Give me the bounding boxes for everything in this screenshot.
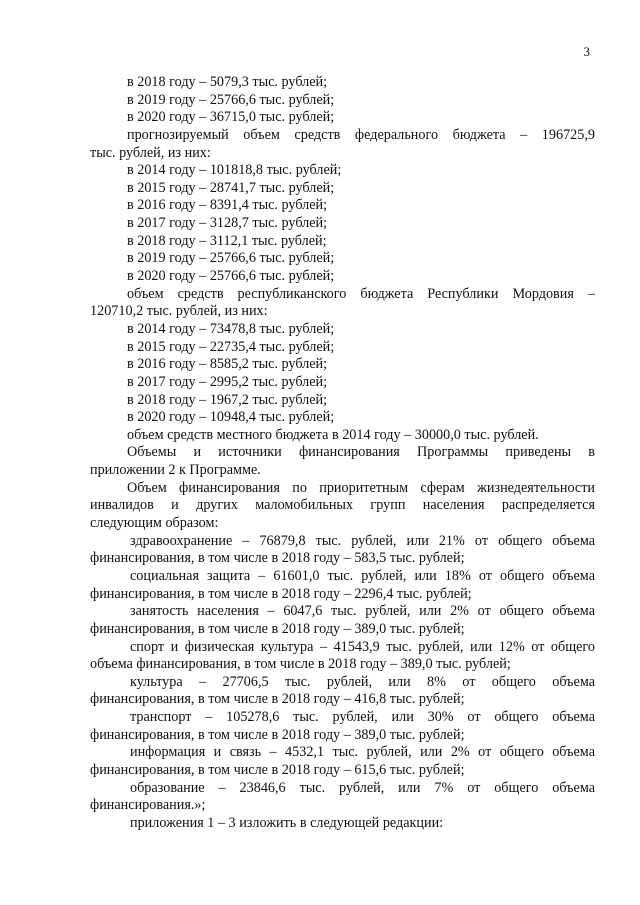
text-line: финансирования.»; [90, 797, 206, 814]
document-body [90, 74, 595, 833]
text-line: занятость населения – 6047,6 тыс. рублей, или 2% от общего объема [130, 603, 595, 620]
text-line: в 2017 году – 2995,2 тыс. рублей; [127, 373, 328, 390]
text-line: Объем финансирования по приоритетным сферам жизнедеятельности [127, 479, 595, 496]
text-line: финансирования, в том числе в 2018 году – 389,0 тыс. рублей; [90, 726, 465, 743]
text-line: в 2020 году – 36715,0 тыс. рублей; [127, 109, 335, 126]
text-line: объем средств республиканского бюджета Республики Мордовия – [127, 285, 595, 302]
text-line: инвалидов и других маломобильных групп населения распределяется [90, 497, 595, 514]
text-line: в 2019 году – 25766,6 тыс. рублей; [127, 250, 335, 267]
text-line: в 2018 году – 1967,2 тыс. рублей; [127, 391, 328, 408]
text-line: в 2018 году – 5079,3 тыс. рублей; [127, 74, 328, 90]
text-line: Объемы и источники финансирования Программы приведены в [127, 444, 595, 461]
text-line: социальная защита – 61601,0 тыс. рублей, или 18% от общего объема [130, 567, 595, 584]
text-line: в 2017 году – 3128,7 тыс. рублей; [127, 215, 328, 232]
text-line: объем средств местного бюджета в 2014 году – 30000,0 тыс. рублей. [127, 426, 539, 443]
text-line: в 2018 году – 3112,1 тыс. рублей; [127, 232, 327, 249]
text-line: здравоохранение – 76879,8 тыс. рублей, или 21% от общего объема [130, 532, 595, 549]
text-line: объема финансирования, в том числе в 2018 году – 389,0 тыс. рублей; [90, 656, 511, 673]
text-line: финансирования, в том числе в 2018 году – 583,5 тыс. рублей; [90, 550, 465, 567]
text-line: финансирования, в том числе в 2018 году – 416,8 тыс. рублей; [90, 691, 465, 708]
text-line: финансирования, в том числе в 2018 году – 2296,4 тыс. рублей; [90, 585, 472, 602]
text-line: в 2016 году – 8585,2 тыс. рублей; [127, 356, 328, 373]
text-line: 120710,2 тыс. рублей, из них: [90, 303, 268, 320]
text-line: в 2015 году – 22735,4 тыс. рублей; [127, 338, 335, 355]
text-line: в 2015 году – 28741,7 тыс. рублей; [127, 179, 335, 196]
text-line: в 2016 году – 8391,4 тыс. рублей; [127, 197, 328, 214]
text-line: приложения 1 – 3 изложить в следующей редакции: [130, 814, 444, 831]
text-line: финансирования, в том числе в 2018 году – 389,0 тыс. рублей; [90, 620, 465, 637]
text-line: спорт и физическая культура – 41543,9 тыс. рублей, или 12% от общего [130, 638, 595, 655]
text-line: в 2014 году – 101818,8 тыс. рублей; [127, 162, 342, 179]
text-line: образование – 23846,6 тыс. рублей, или 7% от общего объема [130, 779, 595, 796]
text-line: в 2020 году – 10948,4 тыс. рублей; [127, 409, 335, 426]
text-line: следующим образом: [90, 515, 219, 532]
text-line: тыс. рублей, из них: [90, 144, 211, 161]
text-line: культура – 27706,5 тыс. рублей, или 8% от общего объема [130, 673, 595, 690]
text-line: прогнозируемый объем средств федерального бюджета – 196725,9 [127, 126, 595, 143]
page-number: 3 [583, 44, 590, 59]
text-line: в 2020 году – 25766,6 тыс. рублей; [127, 268, 335, 285]
text-line: в 2019 году – 25766,6 тыс. рублей; [127, 91, 335, 108]
text-line: транспорт – 105278,6 тыс. рублей, или 30% от общего объема [130, 709, 595, 726]
text-line: финансирования, в том числе в 2018 году – 615,6 тыс. рублей; [90, 761, 465, 778]
text-line: в 2014 году – 73478,8 тыс. рублей; [127, 320, 335, 337]
text-line: приложении 2 к Программе. [90, 462, 261, 479]
text-line: информация и связь – 4532,1 тыс. рублей, или 2% от общего объема [130, 744, 595, 761]
